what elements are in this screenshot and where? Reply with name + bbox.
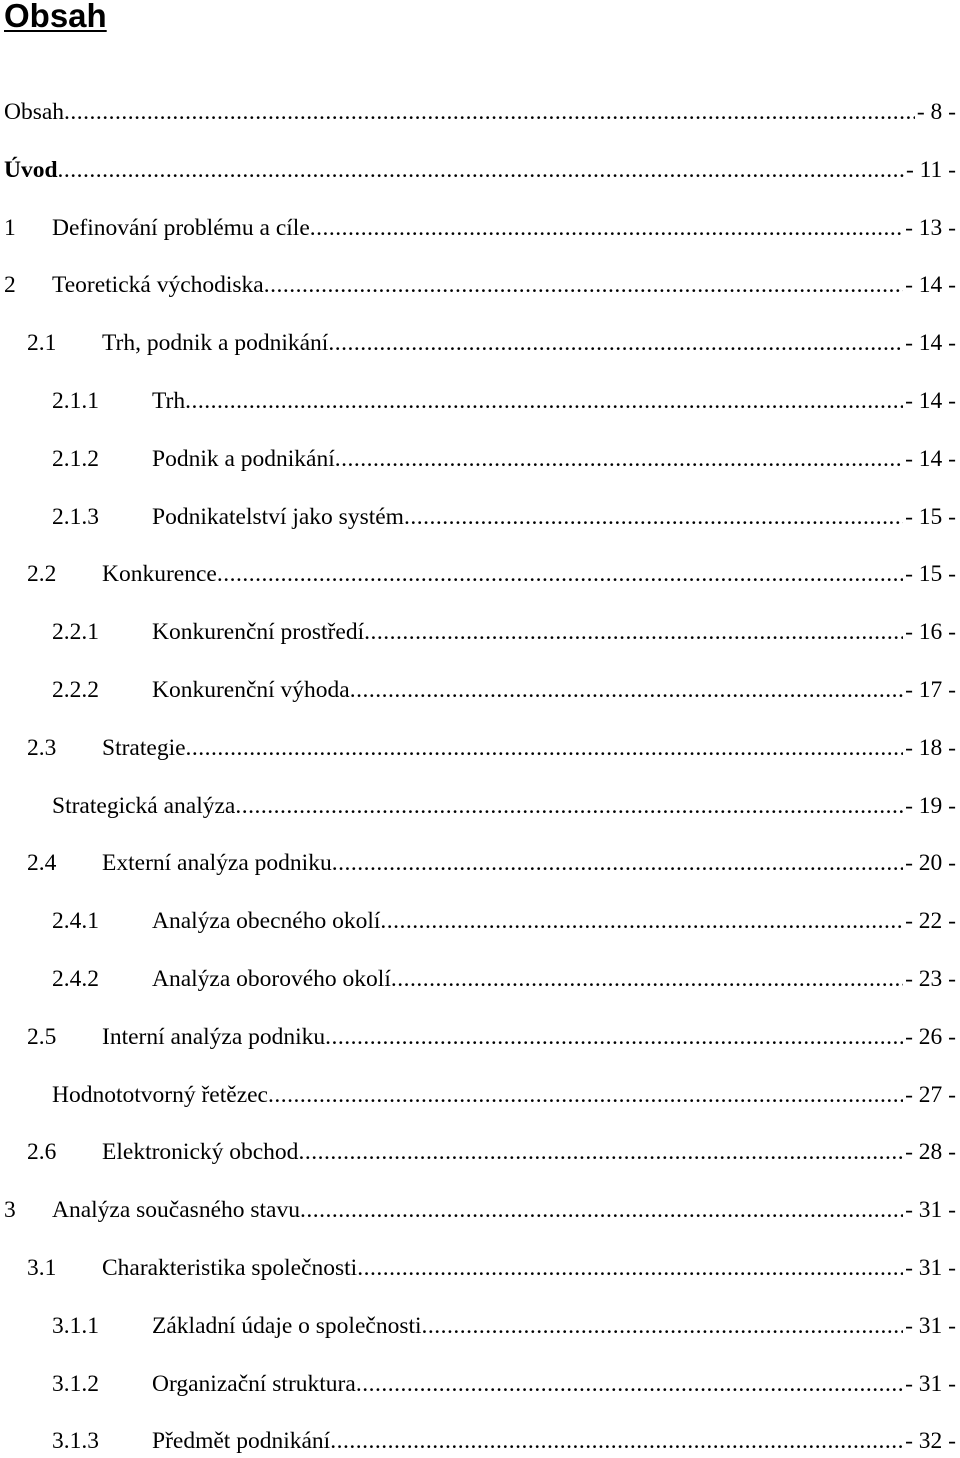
toc-entry[interactable] xyxy=(0,789,960,823)
toc-entry[interactable] xyxy=(0,1367,960,1401)
toc-entry[interactable] xyxy=(0,557,960,591)
toc-entry-title: Teoretická východiska xyxy=(52,268,264,302)
toc-entry-page: - 13 - xyxy=(905,214,956,241)
toc-entry[interactable] xyxy=(0,731,960,765)
toc-entry-title: Úvod xyxy=(4,153,58,187)
toc-entry[interactable] xyxy=(0,1078,960,1112)
toc-entry-page: - 14 - xyxy=(905,388,956,414)
toc-entry-number: 3.1.2 xyxy=(52,1370,99,1397)
toc-entry-page: - 19 - xyxy=(905,792,956,819)
toc-entry[interactable] xyxy=(0,962,960,996)
toc-entry[interactable] xyxy=(0,904,960,938)
dot-leader xyxy=(264,268,903,302)
dot-leader xyxy=(391,962,903,996)
dot-leader xyxy=(330,1424,903,1458)
toc-entry-number: 2.2.1 xyxy=(52,619,99,646)
dot-leader xyxy=(332,846,903,880)
toc-entry[interactable] xyxy=(0,615,960,649)
dot-leader xyxy=(380,904,903,938)
toc-entry-title: Externí analýza podniku xyxy=(102,846,332,880)
toc-entry-title: Analýza současného stavu xyxy=(52,1193,300,1227)
dot-leader xyxy=(310,211,903,245)
dot-leader xyxy=(64,95,915,129)
toc-entry-number: 2.6 xyxy=(27,1139,57,1166)
dot-leader xyxy=(235,789,903,823)
dot-leader xyxy=(217,557,903,591)
toc-entry-page: - 31 - xyxy=(905,1255,956,1281)
toc-entry-title: Podnikatelství jako systém xyxy=(152,500,404,534)
dot-leader xyxy=(300,1193,903,1227)
dot-leader xyxy=(350,673,903,707)
dot-leader xyxy=(404,500,903,534)
toc-entry-title: Předmět podnikání xyxy=(152,1424,330,1458)
toc-entry-page: - 11 - xyxy=(905,156,956,183)
toc-entry[interactable] xyxy=(0,1424,960,1458)
toc-entry-title: Hodnototvorný řetězec xyxy=(52,1078,268,1112)
toc-entry-title: Strategická analýza xyxy=(52,789,235,823)
toc-entry-number: 3.1.3 xyxy=(52,1428,99,1455)
dot-leader xyxy=(298,1135,903,1169)
toc-entry-page: - 16 - xyxy=(905,619,956,646)
toc-entry-number: 3.1.1 xyxy=(52,1312,99,1339)
dot-leader xyxy=(325,1020,903,1054)
toc-entry-number: 2.1.1 xyxy=(52,388,99,414)
toc-entry-number: 1 xyxy=(4,214,16,241)
toc-entry-title: Konkurenční výhoda xyxy=(152,673,350,707)
toc-entry-number: 2.4 xyxy=(27,850,57,877)
toc-entry-page: - 14 - xyxy=(905,272,956,299)
toc-entry-page: - 31 - xyxy=(905,1370,956,1397)
toc-entry[interactable] xyxy=(0,1020,960,1054)
toc-entry-page: - 8 - xyxy=(916,99,956,125)
toc-entry-page: - 14 - xyxy=(905,330,956,357)
toc-entry-page: - 20 - xyxy=(905,850,956,877)
toc-entry-number: 2.1 xyxy=(27,330,57,357)
toc-entry-page: - 26 - xyxy=(905,1023,956,1050)
dot-leader xyxy=(185,384,903,418)
toc-entry-page: - 15 - xyxy=(905,561,956,588)
toc-entry-page: - 32 - xyxy=(905,1428,956,1455)
toc-entry-page: - 14 - xyxy=(905,445,956,472)
toc-entry-title: Charakteristika společnosti xyxy=(102,1251,357,1285)
dot-leader xyxy=(328,326,903,360)
toc-entry[interactable] xyxy=(0,1193,960,1227)
dot-leader xyxy=(356,1367,903,1401)
toc-entry-title: Analýza oborového okolí xyxy=(152,962,391,996)
dot-leader xyxy=(335,442,903,476)
toc-entry-title: Interní analýza podniku xyxy=(102,1020,325,1054)
toc-entry-title: Trh, podnik a podnikání xyxy=(102,326,328,360)
toc-entry[interactable] xyxy=(0,500,960,534)
toc-entry[interactable] xyxy=(0,326,960,360)
dot-leader xyxy=(268,1078,903,1112)
toc-entry[interactable] xyxy=(0,268,960,302)
toc-entry-page: - 27 - xyxy=(905,1081,956,1108)
toc-entry-number: 3 xyxy=(4,1197,16,1224)
toc-entry-title: Konkurence xyxy=(102,557,217,591)
toc-entry-number: 2 xyxy=(4,272,16,299)
toc-entry[interactable] xyxy=(0,95,960,129)
toc-entry[interactable] xyxy=(0,1251,960,1285)
toc-entry-title: Konkurenční prostředí xyxy=(152,615,364,649)
dot-leader xyxy=(357,1251,903,1285)
toc-entry-page: - 17 - xyxy=(905,677,956,703)
toc-entry[interactable] xyxy=(0,1135,960,1169)
toc-entry-page: - 18 - xyxy=(905,734,956,761)
toc-entry-number: 2.5 xyxy=(27,1023,57,1050)
toc-entry-number: 3.1 xyxy=(27,1255,57,1281)
toc-entry-page: - 15 - xyxy=(905,503,956,530)
toc-entry-title: Elektronický obchod xyxy=(102,1135,298,1169)
toc-entry[interactable] xyxy=(0,846,960,880)
toc-entry[interactable] xyxy=(0,1309,960,1343)
toc-entry-title: Obsah xyxy=(4,95,64,129)
toc-entry-page: - 22 - xyxy=(905,908,956,935)
toc-entry-number: 2.2 xyxy=(27,561,57,588)
toc-entry-number: 2.4.2 xyxy=(52,966,99,992)
toc-entry-number: 2.1.2 xyxy=(52,445,99,472)
toc-entry[interactable] xyxy=(0,442,960,476)
toc-entry-page: - 23 - xyxy=(905,966,956,992)
dot-leader xyxy=(364,615,903,649)
toc-entry[interactable] xyxy=(0,673,960,707)
toc-entry-title: Organizační struktura xyxy=(152,1367,356,1401)
dot-leader xyxy=(186,731,904,765)
toc-entry-title: Podnik a podnikání xyxy=(152,442,335,476)
toc-entry-number: 2.2.2 xyxy=(52,677,99,703)
page-title: Obsah xyxy=(4,0,107,34)
dot-leader xyxy=(58,153,904,187)
dot-leader xyxy=(422,1309,904,1343)
toc-entry-title: Definování problému a cíle xyxy=(52,211,310,245)
toc-entry-title: Základní údaje o společnosti xyxy=(152,1309,422,1343)
toc-entry-page: - 28 - xyxy=(905,1139,956,1166)
toc-entry-page: - 31 - xyxy=(905,1312,956,1339)
toc-entry-number: 2.4.1 xyxy=(52,908,99,935)
toc-entry-title: Analýza obecného okolí xyxy=(152,904,380,938)
toc-entry[interactable] xyxy=(0,211,960,245)
toc-entry-title: Trh xyxy=(152,384,185,418)
toc-entry-title: Strategie xyxy=(102,731,186,765)
toc-entry-page: - 31 - xyxy=(905,1197,956,1224)
toc-entry-number: 2.1.3 xyxy=(52,503,99,530)
toc-entry[interactable] xyxy=(0,384,960,418)
toc-entry-number: 2.3 xyxy=(27,734,57,761)
toc-entry[interactable] xyxy=(0,153,960,187)
